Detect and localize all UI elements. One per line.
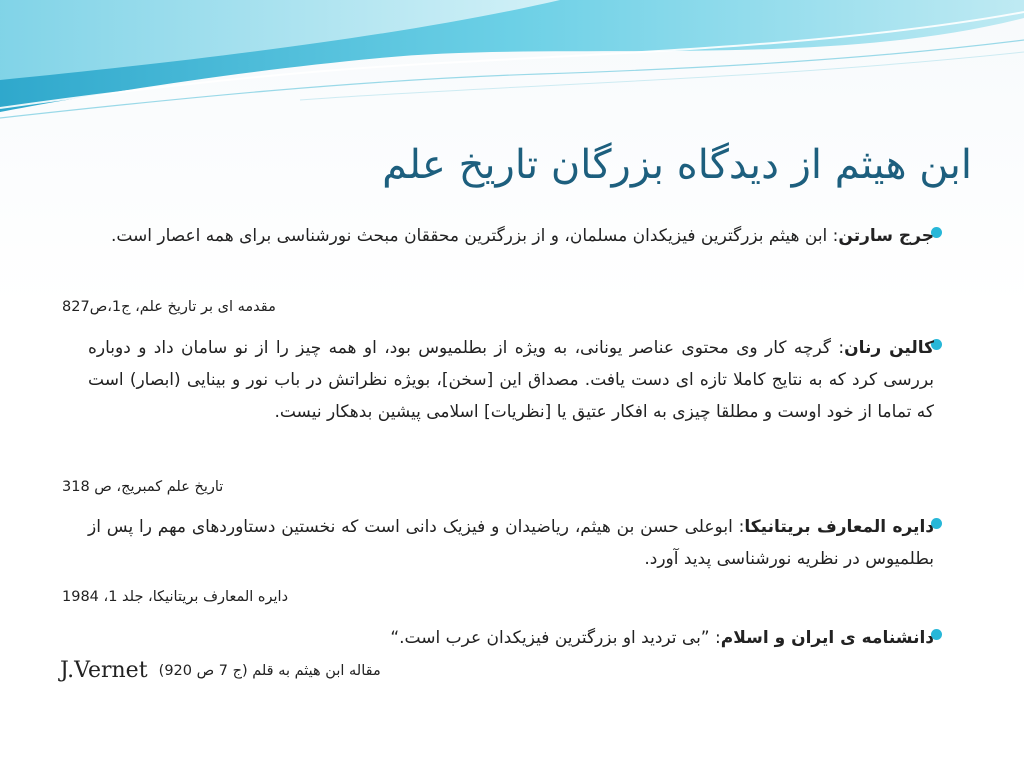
bullet-item-2 <box>88 332 934 428</box>
item-2-name: کالین رنان <box>844 338 935 358</box>
slide-title: ابن هیثم از دیدگاه بزرگان تاریخ علم <box>382 142 972 188</box>
item-4-text: ”بی تردید او بزرگترین فیزیکدان عرب است.“ <box>390 628 710 648</box>
item-2-text: گرچه کار وی محتوی عناصر یونانی، به ویژه از بطلمیوس بود، او همه چیز را از نو سامان داد و دوباره بررسی کرد که به نتایج کاملا تازه ای دست یافت. مصداق این [سخن]، بویژه نظراتش در باب نور و بینایی (ابصار) است که تماما از خود اوست و مطلقا چیزی به افکار عتیق یا [نظریات] اسلامی پیشین بدهکار نیست. <box>88 338 934 422</box>
bullet-item-3 <box>88 511 934 575</box>
item-4-reference-text: مقاله ابن هیثم به قلم (ج 7 ص 920) <box>158 662 381 679</box>
item-4-reference <box>60 658 381 683</box>
item-4-reference-author: J.Vernet <box>60 658 148 683</box>
wave-line-3 <box>300 52 1024 100</box>
item-1-text: ابن هیثم بزرگترین فیزیکدان مسلمان، و از بزرگترین محققان مبحث نورشناسی برای همه اعصار است. <box>110 226 828 246</box>
item-4-name: دانشنامه ی ایران و اسلام <box>720 628 934 648</box>
item-2-reference: تاریخ علم کمبریج، ص 318 <box>62 479 224 495</box>
item-1-sep: : <box>827 226 839 246</box>
item-3-name: دایره المعارف بریتانیکا <box>744 517 934 537</box>
bullet-item-4 <box>88 622 934 654</box>
item-3-sep: : <box>732 517 745 537</box>
item-1-reference: مقدمه ای بر تاریخ علم، ج1،ص827 <box>62 299 276 315</box>
bullet-item-1 <box>88 220 934 252</box>
item-2-sep: : <box>831 338 845 358</box>
header-wave-decoration <box>0 0 1024 130</box>
item-3-reference: دایره المعارف بریتانیکا، جلد 1، 1984 <box>62 589 289 605</box>
item-1-name: جرج سارتن <box>838 226 934 246</box>
item-3-text: ابوعلی حسن بن هیثم، ریاضیدان و فیزیک دانی است که نخستین دستاوردهای مهم را پس از بطلمیوس در نظریه نورشناسی پدید آورد. <box>88 517 934 569</box>
item-4-sep: : <box>709 628 721 648</box>
